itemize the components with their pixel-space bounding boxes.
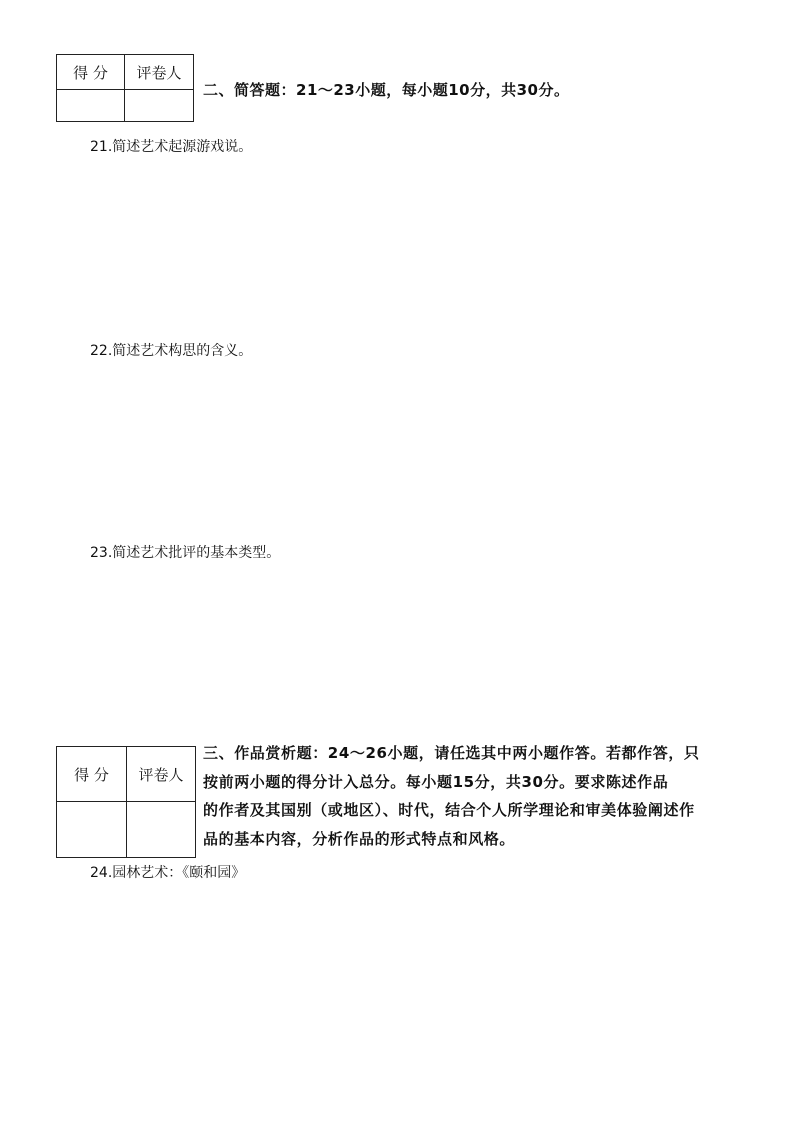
- section-3-line: 三、作品赏析题：24～26小题，请任选其中两小题作答。若都作答，只: [203, 744, 700, 762]
- grader-label: 评卷人: [136, 63, 182, 82]
- question-24: 24.园林艺术：《颐和园》: [90, 865, 246, 881]
- section-3-line: 按前两小题的得分计入总分。每小题15分，共30分。要求陈述作品: [203, 772, 669, 791]
- section-2-title: 二、简答题：21～23小题，每小题10分，共30分。: [203, 81, 570, 99]
- question-23: 23.简述艺术批评的基本类型。: [90, 545, 281, 561]
- score-box-section-2: [56, 54, 194, 122]
- score-entry-field[interactable]: [57, 801, 126, 857]
- score-label: 得 分: [74, 765, 109, 784]
- question-21: 21.简述艺术起源游戏说。: [90, 139, 253, 155]
- score-box-section-3: [56, 746, 196, 858]
- question-22: 22.简述艺术构思的含义。: [90, 343, 253, 359]
- score-entry-field[interactable]: [57, 89, 124, 121]
- section-3-instructions: [203, 739, 729, 853]
- section-3-line: 的作者及其国别（或地区）、时代，结合个人所学理论和审美体验阐述作: [203, 801, 695, 819]
- section-3-line: 品的基本内容，分析作品的形式特点和风格。: [203, 829, 516, 848]
- score-label: 得 分: [73, 63, 108, 82]
- grader-entry-field[interactable]: [124, 89, 194, 121]
- grader-entry-field[interactable]: [126, 801, 196, 857]
- grader-label: 评卷人: [138, 765, 184, 784]
